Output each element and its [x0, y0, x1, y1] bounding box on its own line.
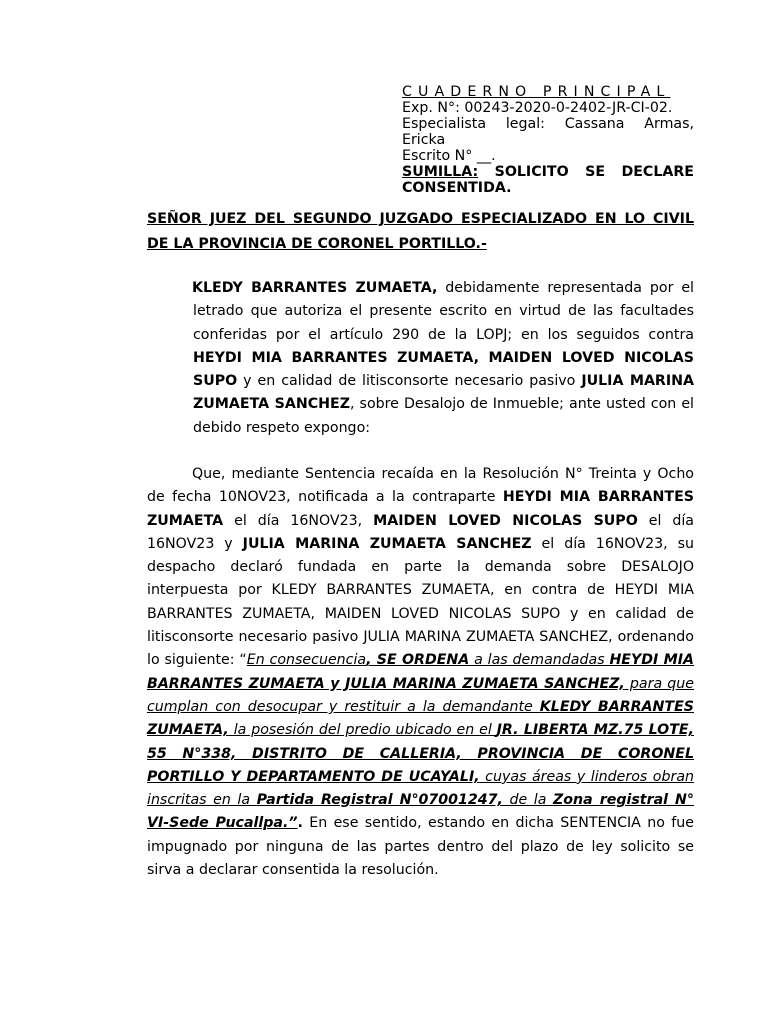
- sumilla-label: SUMILLA:: [402, 164, 479, 180]
- cuaderno-title: CUADERNO PRINCIPAL: [402, 84, 671, 100]
- quote-4: HEYDI MIA BARRANTES ZUMAETA y JULIA MARINA ZUMAETA SANCHEZ,: [147, 652, 694, 692]
- body-name-3: JULIA MARINA ZUMAETA SANCHEZ: [242, 535, 532, 552]
- addressee-heading: SEÑOR JUEZ DEL SEGUNDO JUZGADO ESPECIALIZADO EN LO CIVIL DE LA PROVINCIA DE CORONEL PORTILLO.-: [147, 211, 694, 252]
- sumilla-value: SOLICITO SE DECLARE CONSENTIDA.: [402, 164, 694, 196]
- body-name-1: HEYDI MIA BARRANTES ZUMAETA: [147, 489, 695, 529]
- quote-3: a las demandadas: [469, 652, 610, 669]
- quote-7: la posesión del predio ubicado en el: [228, 722, 497, 739]
- intro-text-1: debidamente representada por el letrado que autoriza el presente escrito en virtud de las facultades conferidas por el artículo 290 de la LOPJ; en los seguidos contra: [193, 280, 694, 343]
- body-name-2: MAIDEN LOVED NICOLAS SUPO: [373, 512, 638, 529]
- case-header: [402, 84, 694, 196]
- quote-12: Zona registral N° VI-Sede Pucallpa.”: [147, 792, 694, 832]
- quote-2: , SE ORDENA: [366, 652, 470, 669]
- quote-10: Partida Registral N°07001247,: [256, 792, 503, 809]
- quote-9: cuyas áreas y linderos obran inscritas en la: [147, 768, 695, 809]
- quote-13: .: [297, 815, 303, 832]
- quote-1: En consecuencia: [246, 652, 367, 669]
- sumilla-line: [402, 164, 694, 196]
- body-text-2: el día 16NOV23,: [223, 512, 374, 529]
- body-text-3: el día 16NOV23 y: [147, 512, 694, 552]
- body-paragraph: [147, 463, 694, 882]
- intro-paragraph: [193, 277, 694, 440]
- plaintiff-name: KLEDY BARRANTES ZUMAETA,: [192, 280, 438, 296]
- body-text-1: Que, mediante Sentencia recaída en la Resolución N° Treinta y Ocho de fecha 10NOV23, notificada a la contraparte: [147, 466, 694, 506]
- body-text-4: el día 16NOV23, su despacho declaró fundada en parte la demanda sobre DESALOJO interpuesta por KLEDY BARRANTES ZUMAETA, en contra de HEYDI MIA BARRANTES ZUMAETA, MAIDEN LOVED NICOLAS SUPO y en calidad de litisconsorte necesario pasivo JULIA MARINA ZUMAETA SANCHEZ, ordenando lo siguiente: “: [147, 535, 694, 669]
- body-text-5: En ese sentido, estando en dicha SENTENCIA no fue impugnado por ninguna de las partes dentro del plazo de ley solicito se sirva a declarar consentida la resolución.: [147, 815, 694, 879]
- expediente-number: Exp. N°: 00243-2020-0-2402-JR-CI-02.: [402, 100, 673, 116]
- litisconsorte-name: JULIA MARINA ZUMAETA SANCHEZ: [193, 373, 694, 413]
- especialista-value: Cassana Armas, Ericka: [402, 116, 694, 148]
- quote-6: KLEDY BARRANTES ZUMAETA,: [147, 698, 694, 739]
- especialista-line: [402, 116, 694, 148]
- escrito-number: Escrito N° __.: [402, 148, 496, 164]
- quote-8: JR. LIBERTA MZ.75 LOTE, 55 N°338, DISTRITO DE CALLERIA, PROVINCIA DE CORONEL PORTILLO Y DEPARTAMENTO DE UCAYALI,: [147, 722, 694, 785]
- quote-11: de la: [502, 792, 554, 809]
- especialista-label: Especialista legal:: [402, 116, 545, 132]
- intro-text-2: y en calidad de litisconsorte necesario pasivo: [237, 373, 582, 390]
- quote-5: para que cumplan con desocupar y restituir a la demandante: [147, 675, 694, 715]
- defendant-names: HEYDI MIA BARRANTES ZUMAETA, MAIDEN LOVED NICOLAS SUPO: [193, 349, 694, 390]
- intro-text-3: , sobre Desalojo de Inmueble; ante usted con el debido respeto expongo:: [193, 396, 694, 436]
